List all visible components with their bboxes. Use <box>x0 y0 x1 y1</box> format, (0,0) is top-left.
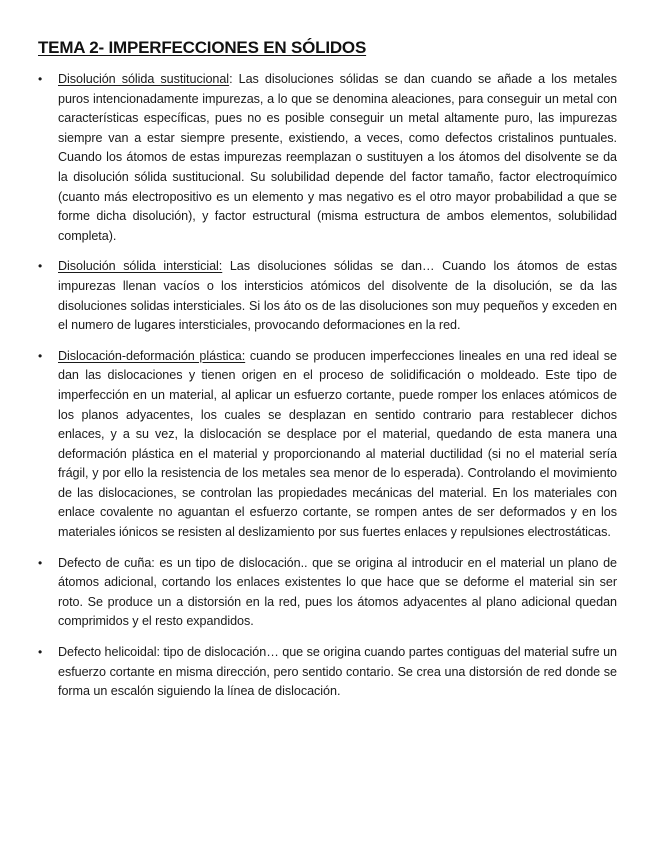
item-text: Las disoluciones sólidas se dan… Cuando los átomos de estas impurezas llenan vacíos o los intersticios atómicos del disolvente de la disolución, se da las disoluciones solidas intersticiales. Si los áto os de las disoluciones son muy pequeños y exceden en el numero de lugares intersticiales, provocando deformaciones en la red. <box>58 259 617 333</box>
list-item-defecto-cuna <box>38 554 617 632</box>
bullet-list <box>38 70 617 702</box>
document-title: TEMA 2- IMPERFECCIONES EN SÓLIDOS <box>38 38 367 57</box>
bullet-icon: • <box>38 555 43 570</box>
item-term: Disolución sólida sustitucional <box>58 72 230 86</box>
item-term: Disolución sólida intersticial: <box>58 259 223 274</box>
item-term-separator: : <box>229 72 233 86</box>
item-text: Defecto de cuña: es un tipo de dislocación.. que se origina al introducir en el material un plano de átomos adicional, cortando los enlaces existentes lo que hace que se deforme el material sin ser roto. Se produce un a distorsión en la red, pues los átomos adyacentes al plano adicional quedan comprimidos y el resto expandidos. <box>58 555 617 629</box>
list-item-defecto-helicoidal <box>38 643 617 702</box>
item-term: Dislocación-deformación plástica: <box>58 348 246 363</box>
item-text: Defecto helicoidal: tipo de dislocación… que se origina cuando partes contiguas del material sufre un esfuerzo cortante en misma dirección, pero sentido contario. Se crea una distorsión de red donde se forma un escalón siguiendo la línea de dislocación. <box>58 645 617 699</box>
list-item-disolucion-intersticial <box>38 257 617 335</box>
list-item-disolucion-sustitucional <box>38 70 617 246</box>
list-item-dislocacion <box>38 347 617 543</box>
bullet-icon: • <box>38 259 43 274</box>
item-text: Las disoluciones sólidas se dan cuando se añade a los metales puros intencionadamente impurezas, a lo que se denomina aleaciones, para conseguir un metal con características específicas, pues no es posible conseguir un metal altamente puro, las impurezas siempre van a estar siempre presente, existiendo, a veces, como defectos cristalinos puntuales. Cuando los átomos de estas impurezas reemplazan o sustituyen a los átomos del disolvente se da la disolución sólida sustitucional. Su solubilidad depende del factor tamaño, factor electroquímico (cuanto más electropositivo es un elemento y mas negativo es el otro mayor probabilidad a que se forme dicha disolución), y factor estructural (misma estructura de ambos elementos, solubilidad completa). <box>58 72 617 243</box>
item-text: cuando se producen imperfecciones lineales en una red ideal se dan las dislocaciones y tienen origen en el proceso de solidificación o moldeado. Este tipo de imperfección en un material, al aplicar un esfuerzo cortante, puede romper los enlaces atómicos de los planos adyacentes, los cuales se desplazan en sentido contrario para restablecer dichos enlaces, y a su vez, la dislocación se desplace por el material, quedando de esta manera una deformación plástica en el material y proporcionando al material ductilidad (si no el material sería frágil, y por ello la resistencia de los metales sea menor de lo esperada). Controlando el movimiento de las dislocaciones, se controlan las propiedades mecánicas del material. En los materiales con enlace covalente no aguantan el esfuerzo cortante, se rompen antes de ser deformados y en los materiales iónicos se resisten al deslizamiento por sus fuertes enlaces y repulsiones electrostáticas. <box>58 348 617 540</box>
bullet-icon: • <box>38 645 43 660</box>
bullet-icon: • <box>38 72 43 86</box>
bullet-icon: • <box>38 348 43 363</box>
